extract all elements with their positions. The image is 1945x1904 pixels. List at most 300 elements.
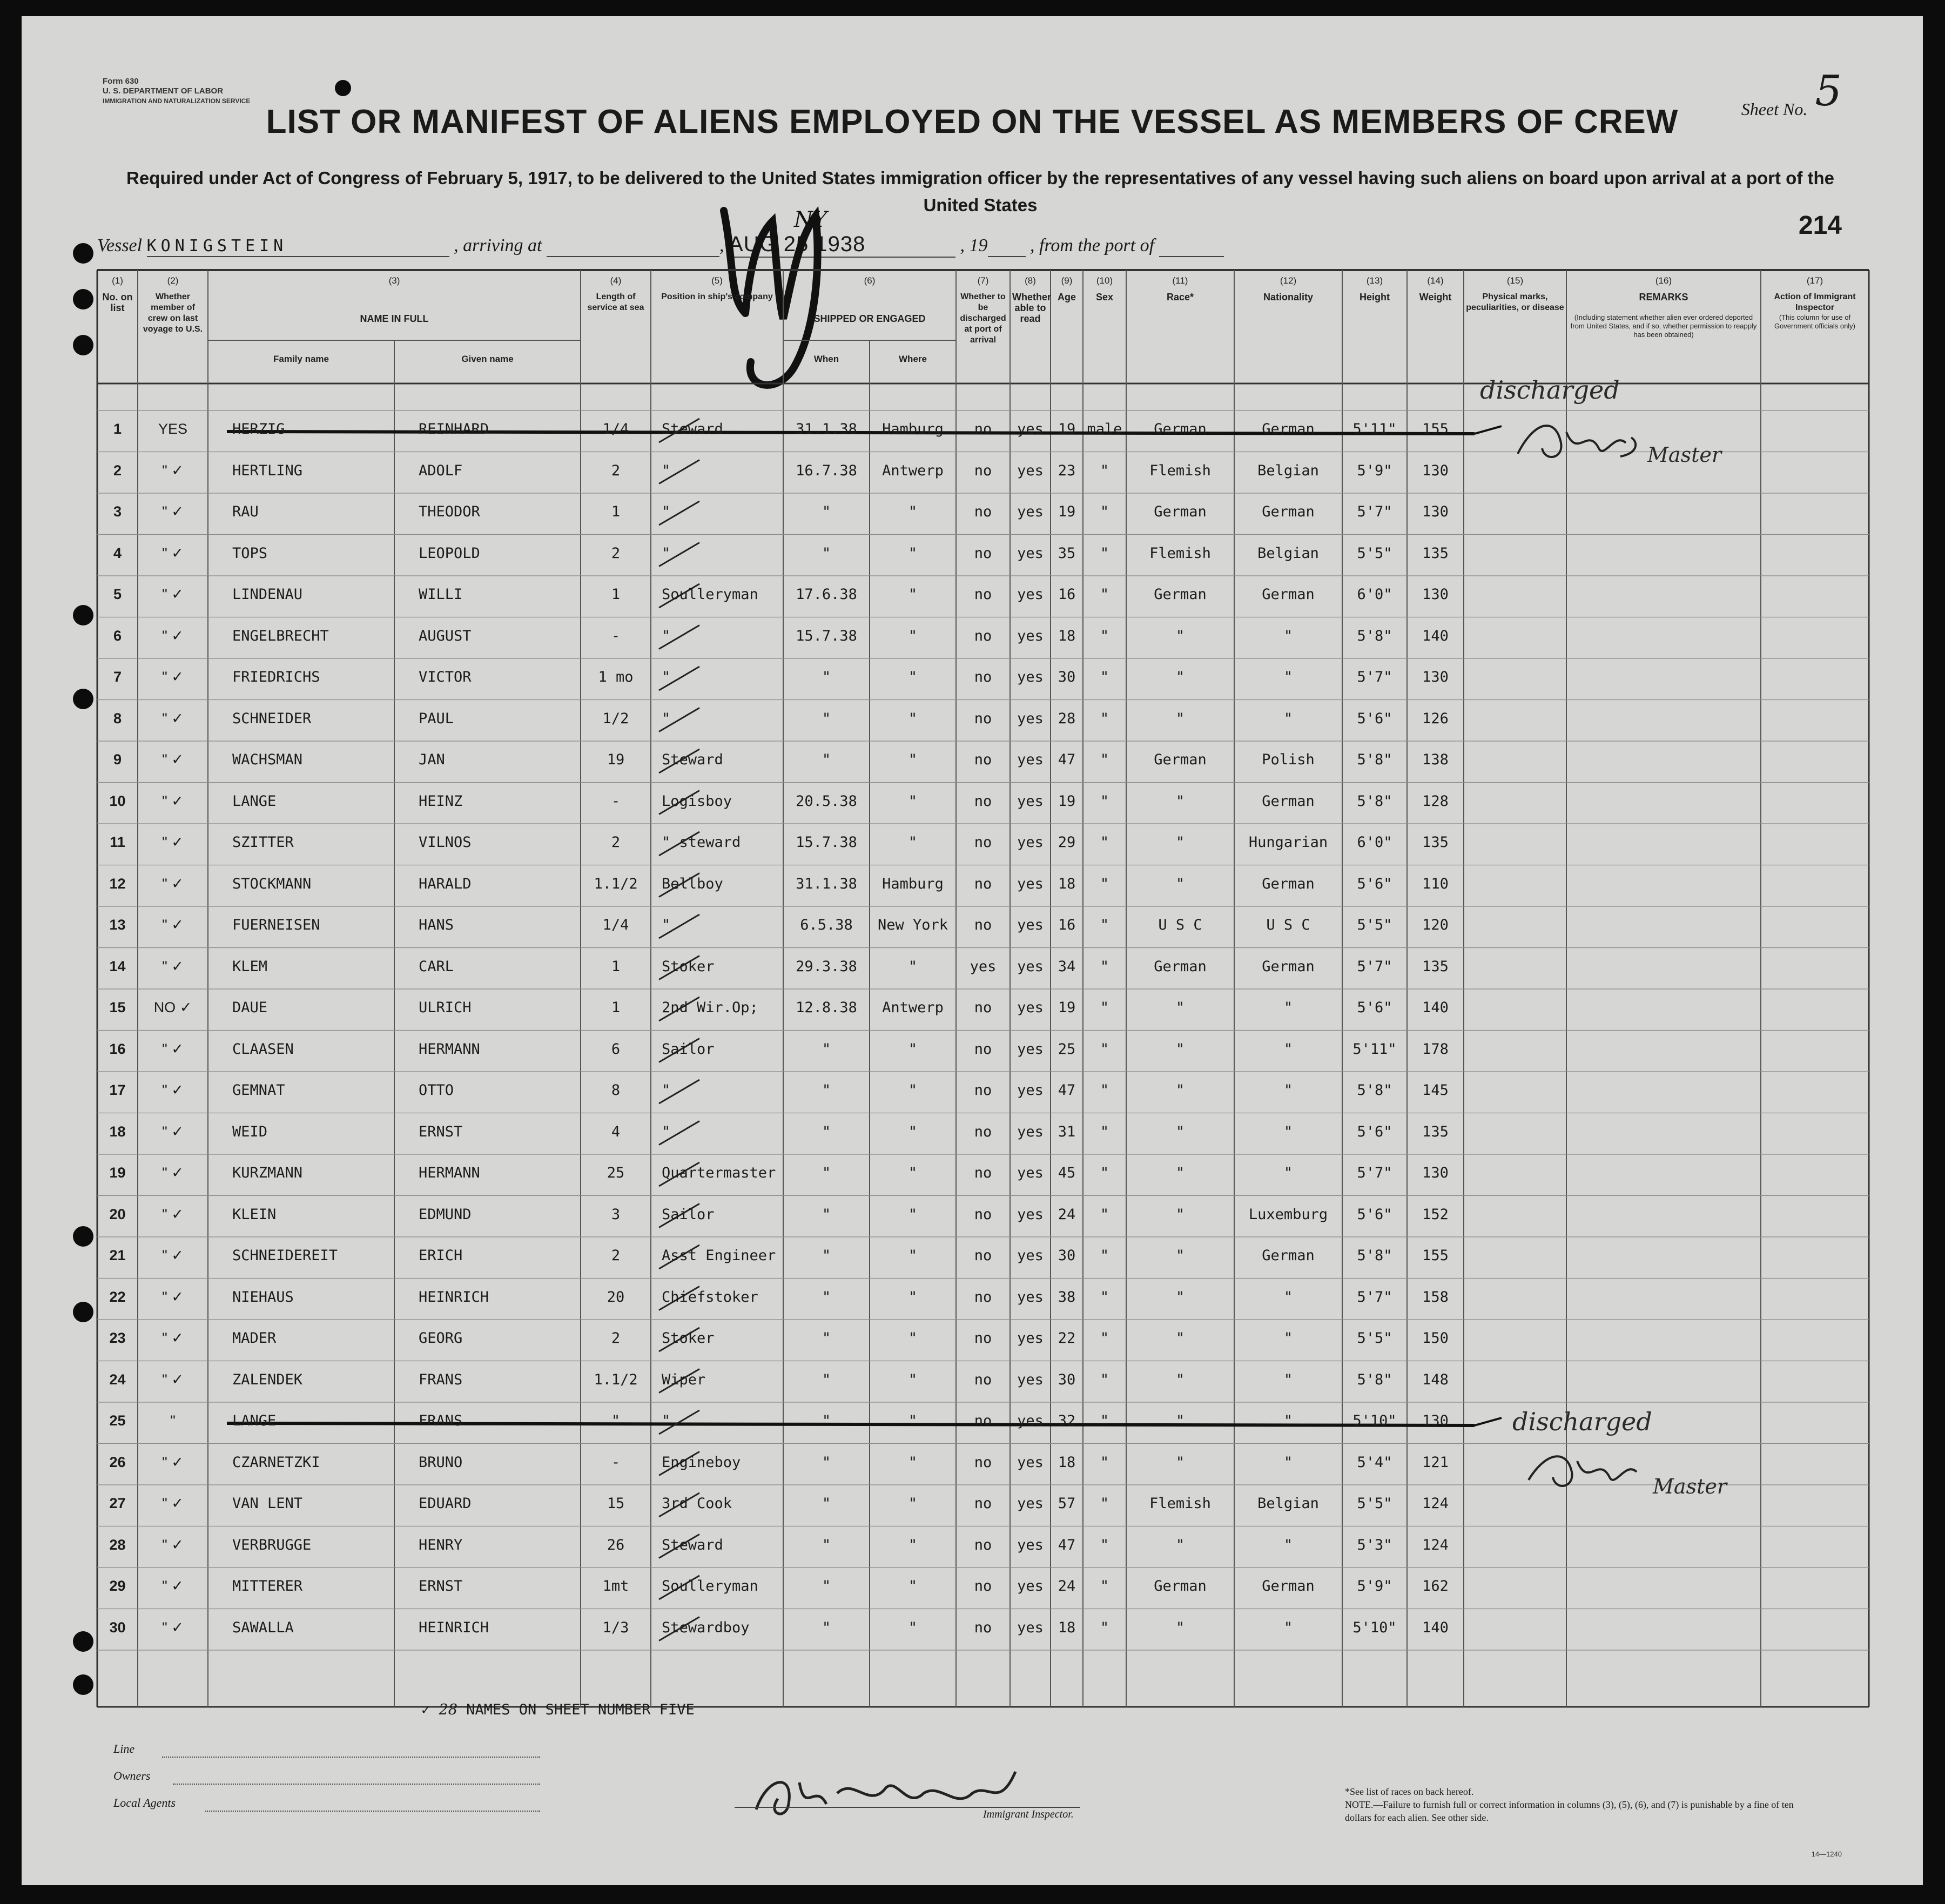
- cell-service: 1.1/2: [594, 1371, 638, 1388]
- cell-read: yes: [1017, 875, 1044, 892]
- cell-sex: ": [1100, 503, 1109, 520]
- scrawl-text: NY: [794, 207, 827, 232]
- cell-height: 5'5": [1357, 544, 1392, 562]
- column-detail-16: (Including statement whether alien ever ordered deported from United States, and if so, whether permission to reapply has been obtained): [1570, 313, 1757, 339]
- cell-where: ": [908, 1206, 918, 1223]
- cell-read: yes: [1017, 544, 1044, 562]
- cell-position: Steward: [662, 421, 723, 438]
- cell-race: ": [1175, 1536, 1185, 1553]
- cell-nationality: ": [1283, 999, 1293, 1016]
- cell-given: HEINRICH: [419, 1619, 489, 1636]
- cell-discharge: no: [974, 669, 992, 685]
- cell-when: ": [822, 1371, 831, 1388]
- column-header-10: Sex: [1095, 292, 1114, 302]
- cell-age: 19: [1058, 503, 1076, 520]
- cell-race: ": [1175, 1371, 1185, 1388]
- cell-position: 2nd Wir.Op;: [662, 999, 758, 1016]
- column-number-10: (10): [1096, 275, 1113, 286]
- cell-race: U S C: [1158, 917, 1202, 933]
- cell-nationality: German: [1262, 503, 1315, 520]
- cell-weight: 135: [1422, 834, 1449, 851]
- cell-read: yes: [1017, 1165, 1044, 1181]
- cell-read: yes: [1017, 1330, 1044, 1347]
- sheet-number-label: Sheet No.: [1741, 99, 1808, 119]
- column-number-8: (8): [1025, 275, 1036, 286]
- cell-height: 5'9": [1357, 1578, 1392, 1594]
- column-number-5: (5): [711, 275, 723, 286]
- cell-no: 27: [109, 1495, 126, 1511]
- cell-weight: 150: [1422, 1330, 1449, 1347]
- cell-prev: " ✓: [162, 1495, 184, 1511]
- cell-family: HERTLING: [232, 462, 303, 479]
- cell-age: 30: [1058, 1247, 1076, 1264]
- cell-height: 5'7": [1357, 503, 1392, 520]
- cell-prev: " ✓: [162, 751, 184, 768]
- cell-weight: 155: [1422, 421, 1449, 438]
- master-signature-2: [1523, 1442, 1653, 1496]
- cell-given: AUGUST: [419, 627, 472, 644]
- cell-weight: 126: [1422, 710, 1449, 727]
- cell-family: CZARNETZKI: [232, 1454, 320, 1471]
- year-prefix: , 19: [960, 236, 988, 255]
- cell-prev: " ✓: [162, 1454, 184, 1470]
- cell-position: Stewardboy: [662, 1619, 750, 1636]
- cell-weight: 135: [1422, 544, 1449, 562]
- cell-where: ": [908, 1082, 918, 1099]
- cell-no: 26: [109, 1454, 126, 1470]
- cell-age: 28: [1058, 710, 1076, 727]
- cell-sex: ": [1100, 586, 1109, 603]
- cell-given: GEORG: [419, 1330, 463, 1347]
- cell-nationality: German: [1262, 586, 1315, 603]
- cell-discharge: no: [974, 1495, 992, 1512]
- column-header-11: Race*: [1166, 292, 1194, 302]
- names-count-number: 28: [439, 1701, 457, 1718]
- cell-service: 2: [611, 834, 621, 851]
- cell-service: 2: [611, 462, 621, 479]
- cell-service: 1: [611, 999, 621, 1016]
- cell-height: 5'6": [1357, 999, 1392, 1016]
- department-name: U. S. DEPARTMENT OF LABOR: [103, 86, 224, 96]
- cell-position: ": [662, 1412, 671, 1429]
- column-header-12: Nationality: [1263, 292, 1313, 302]
- cell-read: yes: [1017, 1454, 1044, 1471]
- cell-where: ": [908, 1165, 918, 1181]
- cell-when: ": [822, 1330, 831, 1347]
- cell-no: 17: [109, 1082, 126, 1098]
- cell-sex: male: [1087, 421, 1122, 438]
- cell-no: 8: [113, 710, 122, 726]
- cell-when: 12.8.38: [796, 999, 857, 1016]
- cell-position: Chiefstoker: [662, 1288, 758, 1306]
- cell-position: ": [662, 544, 671, 562]
- cell-service: 2: [611, 1330, 621, 1347]
- cell-service: 1: [611, 586, 621, 603]
- arriving-label: , arriving at: [454, 236, 542, 255]
- column-number-6: (6): [864, 275, 876, 286]
- cell-family: CLAASEN: [232, 1040, 294, 1058]
- cell-when: 31.1.38: [796, 875, 857, 892]
- cell-nationality: ": [1283, 710, 1293, 727]
- cell-service: 1.1/2: [594, 875, 638, 892]
- cell-race: ": [1175, 834, 1185, 851]
- cell-height: 5'7": [1357, 1165, 1392, 1181]
- cell-no: 23: [109, 1330, 126, 1346]
- cell-nationality: ": [1283, 669, 1293, 685]
- cell-prev: " ✓: [162, 1536, 184, 1553]
- cell-given: HEINZ: [419, 792, 463, 810]
- cell-no: 4: [113, 544, 122, 561]
- document-title: LIST OR MANIFEST OF ALIENS EMPLOYED ON THE VESSEL AS MEMBERS OF CREW: [266, 103, 1679, 140]
- from-port-label: , from the port of: [1030, 236, 1155, 255]
- cell-position: Steward: [662, 1536, 723, 1553]
- cell-age: 16: [1058, 917, 1076, 933]
- cell-no: 7: [113, 669, 122, 685]
- cell-age: 18: [1058, 875, 1076, 892]
- cell-nationality: German: [1262, 792, 1315, 810]
- cell-sex: ": [1100, 792, 1109, 810]
- cell-age: 16: [1058, 586, 1076, 603]
- names-count-line: [421, 1701, 695, 1718]
- cell-sex: ": [1100, 669, 1109, 685]
- cell-given: ADOLF: [419, 462, 463, 479]
- cell-position: Asst Engineer: [662, 1247, 776, 1264]
- cell-family: KLEM: [232, 958, 268, 975]
- cell-race: ": [1175, 1040, 1185, 1058]
- cell-weight: 120: [1422, 917, 1449, 933]
- cell-where: ": [908, 1412, 918, 1429]
- cell-weight: 121: [1422, 1454, 1449, 1471]
- cell-position: Sailor: [662, 1206, 715, 1223]
- cell-when: ": [822, 1247, 831, 1264]
- cell-given: ERNST: [419, 1578, 463, 1594]
- cell-race: ": [1175, 1165, 1185, 1181]
- cell-nationality: ": [1283, 1288, 1293, 1306]
- cell-nationality: ": [1283, 1536, 1293, 1553]
- master-signature-1: [1512, 411, 1642, 470]
- cell-age: 47: [1058, 751, 1076, 768]
- cell-age: 22: [1058, 1330, 1076, 1347]
- column-number-16: (16): [1655, 275, 1672, 286]
- cell-prev: " ✓: [162, 1371, 184, 1388]
- cell-service: 2: [611, 544, 621, 562]
- cell-discharge: no: [974, 1578, 992, 1594]
- cell-height: 5'5": [1357, 1330, 1392, 1347]
- cell-discharge: no: [974, 1247, 992, 1264]
- cell-read: yes: [1017, 1288, 1044, 1306]
- cell-no: 21: [109, 1247, 126, 1263]
- cell-read: yes: [1017, 834, 1044, 851]
- cell-no: 12: [109, 875, 126, 892]
- cell-given: EDMUND: [419, 1206, 472, 1223]
- cell-discharge: no: [974, 792, 992, 810]
- cell-position: ": [662, 1082, 671, 1099]
- column-header-3: NAME IN FULL: [360, 313, 429, 324]
- cell-no: 1: [113, 421, 122, 437]
- cell-no: 9: [113, 751, 122, 768]
- cell-service: 1: [611, 503, 621, 520]
- cell-age: 47: [1058, 1082, 1076, 1099]
- cell-height: 5'6": [1357, 710, 1392, 727]
- cell-weight: 178: [1422, 1040, 1449, 1058]
- manifest-sheet: [22, 16, 1923, 1885]
- cell-given: OTTO: [419, 1082, 454, 1099]
- cell-position: " steward: [662, 834, 741, 851]
- cell-discharge: no: [974, 999, 992, 1016]
- cell-sex: ": [1100, 1040, 1109, 1058]
- cell-discharge: no: [974, 1206, 992, 1223]
- cell-when: 15.7.38: [796, 627, 857, 644]
- cell-age: 23: [1058, 462, 1076, 479]
- footer-agents-label: Local Agents: [113, 1796, 176, 1809]
- cell-age: 19: [1058, 792, 1076, 810]
- cell-prev: " ✓: [162, 627, 184, 644]
- cell-prev: " ✓: [162, 1165, 184, 1181]
- cell-where: New York: [877, 917, 948, 933]
- cell-when: ": [822, 1536, 831, 1553]
- cell-weight: 158: [1422, 1288, 1449, 1306]
- cell-nationality: Belgian: [1257, 1495, 1319, 1512]
- cell-given: HENRY: [419, 1536, 463, 1553]
- cell-when: ": [822, 544, 831, 562]
- discharged-master-2: Master: [1653, 1475, 1727, 1498]
- footer-owners-label: Owners: [113, 1769, 151, 1782]
- cell-nationality: ": [1283, 1082, 1293, 1099]
- cell-weight: 130: [1422, 503, 1449, 520]
- cell-family: LANGE: [232, 792, 277, 810]
- column-number-11: (11): [1172, 275, 1188, 286]
- cell-discharge: yes: [970, 958, 997, 975]
- cell-race: ": [1175, 1206, 1185, 1223]
- cell-prev: " ✓: [162, 1288, 184, 1305]
- cell-prev: " ✓: [162, 544, 184, 561]
- cell-prev: " ✓: [162, 1123, 184, 1140]
- cell-where: ": [908, 627, 918, 644]
- cell-where: Hamburg: [882, 875, 944, 892]
- discharged-note-1: discharged: [1480, 375, 1620, 405]
- cell-family: SCHNEIDER: [232, 710, 312, 727]
- cell-nationality: ": [1283, 627, 1293, 644]
- cell-height: 5'8": [1357, 1082, 1392, 1099]
- cell-discharge: no: [974, 1288, 992, 1306]
- column-subheader-3-1: Family name: [273, 354, 329, 364]
- cell-position: 3rd Cook: [662, 1495, 732, 1512]
- cell-race: ": [1175, 1123, 1185, 1140]
- footer-owners-fill: [173, 1784, 540, 1785]
- cell-weight: 135: [1422, 1123, 1449, 1140]
- cell-when: ": [822, 1495, 831, 1512]
- cell-nationality: Belgian: [1257, 544, 1319, 562]
- bureau-name: IMMIGRATION AND NATURALIZATION SERVICE: [103, 97, 251, 105]
- cell-height: 5'9": [1357, 462, 1392, 479]
- cell-read: yes: [1017, 1578, 1044, 1594]
- cell-given: HANS: [419, 917, 454, 933]
- cell-race: ": [1175, 1082, 1185, 1099]
- cell-given: HARALD: [419, 875, 472, 892]
- cell-read: yes: [1017, 1536, 1044, 1553]
- cell-no: 11: [110, 834, 125, 850]
- cell-family: MADER: [232, 1330, 277, 1347]
- cell-height: 5'7": [1357, 669, 1392, 685]
- column-header-6: SHIPPED OR ENGAGED: [813, 313, 926, 324]
- footer-line-fill: [162, 1757, 540, 1758]
- column-subheader-3-2: Given name: [461, 354, 514, 364]
- cell-given: HERMANN: [419, 1165, 480, 1181]
- column-number-7: (7): [977, 275, 989, 286]
- cell-weight: 128: [1422, 792, 1449, 810]
- cell-no: 25: [109, 1412, 126, 1429]
- cell-family: WACHSMAN: [232, 751, 303, 768]
- cell-given: HERMANN: [419, 1040, 480, 1058]
- cell-no: 28: [109, 1536, 126, 1553]
- cell-service: 1mt: [602, 1578, 629, 1594]
- footnote-races: *See list of races on back hereof.: [1345, 1786, 1474, 1797]
- column-number-1: (1): [112, 275, 123, 286]
- cell-age: 19: [1058, 999, 1076, 1016]
- cell-sex: ": [1100, 917, 1109, 933]
- cell-where: Antwerp: [882, 462, 944, 479]
- cell-prev: ": [170, 1412, 176, 1429]
- cell-position: ": [662, 627, 671, 644]
- cell-sex: ": [1100, 1288, 1109, 1306]
- cell-prev: " ✓: [162, 1619, 184, 1636]
- column-subheader-6-1: When: [813, 354, 839, 364]
- cell-position: Soulleryman: [662, 586, 758, 603]
- cell-prev: YES: [158, 421, 188, 437]
- cell-discharge: no: [974, 1536, 992, 1553]
- cell-service: 20: [607, 1288, 625, 1306]
- cell-race: ": [1175, 792, 1185, 810]
- cell-discharge: no: [974, 1454, 992, 1471]
- cell-read: yes: [1017, 1206, 1044, 1223]
- cell-discharge: no: [974, 421, 992, 438]
- cell-position: ": [662, 917, 671, 933]
- cell-position: Stoker: [662, 958, 715, 975]
- cell-position: ": [662, 710, 671, 727]
- cell-weight: 138: [1422, 751, 1449, 768]
- cell-when: ": [822, 503, 831, 520]
- cell-race: German: [1154, 1578, 1207, 1594]
- column-detail-17: (This column for use of Government officials only): [1774, 313, 1856, 330]
- cell-family: ENGELBRECHT: [232, 627, 329, 644]
- cell-height: 6'0": [1357, 834, 1392, 851]
- cell-read: yes: [1017, 1040, 1044, 1058]
- cell-prev: " ✓: [162, 462, 184, 479]
- cell-when: ": [822, 1123, 831, 1140]
- cell-position: Soulleryman: [662, 1578, 758, 1594]
- cell-age: 47: [1058, 1536, 1076, 1553]
- cell-age: 24: [1058, 1578, 1076, 1594]
- column-number-4: (4): [610, 275, 622, 286]
- column-header-16: REMARKS: [1639, 292, 1688, 302]
- cell-when: 20.5.38: [796, 792, 857, 810]
- vessel-line: Vessel KONIGSTEIN , arriving at , AUG 25 1938 , 19 , from the port of: [97, 232, 1224, 258]
- cell-race: ": [1175, 669, 1185, 685]
- cell-race: German: [1154, 586, 1207, 603]
- column-header-7: Whether to be discharged at port of arrival: [960, 292, 1006, 345]
- cell-sex: ": [1100, 1206, 1109, 1223]
- cell-no: 6: [113, 627, 122, 644]
- cell-where: ": [908, 751, 918, 768]
- cell-read: yes: [1017, 1495, 1044, 1512]
- cell-read: yes: [1017, 503, 1044, 520]
- cell-age: 57: [1058, 1495, 1076, 1512]
- cell-discharge: no: [974, 875, 992, 892]
- cell-read: yes: [1017, 1412, 1044, 1429]
- cell-weight: 130: [1422, 586, 1449, 603]
- cell-position: ": [662, 669, 671, 685]
- cell-nationality: German: [1262, 958, 1315, 975]
- cell-prev: " ✓: [162, 586, 184, 602]
- footer-line-label: Line: [113, 1742, 135, 1755]
- cell-no: 14: [109, 958, 126, 974]
- cell-read: yes: [1017, 1123, 1044, 1140]
- cell-family: LINDENAU: [232, 586, 303, 603]
- cell-prev: " ✓: [162, 792, 184, 809]
- cell-no: 24: [109, 1371, 126, 1388]
- cell-height: 5'11": [1352, 1040, 1397, 1058]
- names-count-check: ✓: [421, 1701, 430, 1718]
- vessel-label: Vessel: [97, 236, 143, 255]
- cell-prev: " ✓: [162, 1578, 184, 1594]
- column-header-5: Position in ship's company: [661, 292, 773, 301]
- cell-nationality: Luxemburg: [1248, 1206, 1328, 1223]
- cell-nationality: ": [1283, 1123, 1293, 1140]
- cell-where: ": [908, 669, 918, 685]
- cell-given: FRANS: [419, 1412, 463, 1429]
- cell-sex: ": [1100, 1619, 1109, 1636]
- column-number-14: (14): [1427, 275, 1444, 286]
- cell-weight: 148: [1422, 1371, 1449, 1388]
- cell-sex: ": [1100, 1165, 1109, 1181]
- cell-age: 31: [1058, 1123, 1076, 1140]
- cell-height: 5'8": [1357, 792, 1392, 810]
- cell-when: ": [822, 1040, 831, 1058]
- cell-family: WEID: [232, 1123, 268, 1140]
- column-header-1: No. on list: [102, 292, 133, 313]
- page-stamp-number: 214: [1798, 211, 1842, 240]
- cell-age: 25: [1058, 1040, 1076, 1058]
- column-number-9: (9): [1061, 275, 1073, 286]
- cell-weight: 140: [1422, 1619, 1449, 1636]
- cell-nationality: ": [1283, 1619, 1293, 1636]
- footer-agents-fill: [205, 1811, 540, 1812]
- cell-service: ": [611, 1412, 621, 1429]
- cell-weight: 162: [1422, 1578, 1449, 1594]
- cell-height: 5'8": [1357, 627, 1392, 644]
- cell-where: ": [908, 1288, 918, 1306]
- cell-family: HERZIG: [232, 421, 285, 438]
- cell-discharge: no: [974, 1412, 992, 1429]
- cell-read: yes: [1017, 958, 1044, 975]
- cell-where: Antwerp: [882, 999, 944, 1016]
- cell-weight: 155: [1422, 1247, 1449, 1264]
- cell-race: Flemish: [1149, 462, 1211, 479]
- cell-height: 5'6": [1357, 1206, 1392, 1223]
- cell-position: Bellboy: [662, 875, 723, 892]
- column-subheader-6-2: Where: [899, 354, 927, 364]
- cell-family: MITTERER: [232, 1578, 303, 1594]
- cell-sex: ": [1100, 1495, 1109, 1512]
- cell-prev: " ✓: [162, 1040, 184, 1057]
- cell-when: ": [822, 1619, 831, 1636]
- cell-age: 18: [1058, 627, 1076, 644]
- cell-given: EDUARD: [419, 1495, 472, 1512]
- cell-where: ": [908, 1454, 918, 1471]
- cell-discharge: no: [974, 586, 992, 603]
- cell-sex: ": [1100, 999, 1109, 1016]
- cell-discharge: no: [974, 710, 992, 727]
